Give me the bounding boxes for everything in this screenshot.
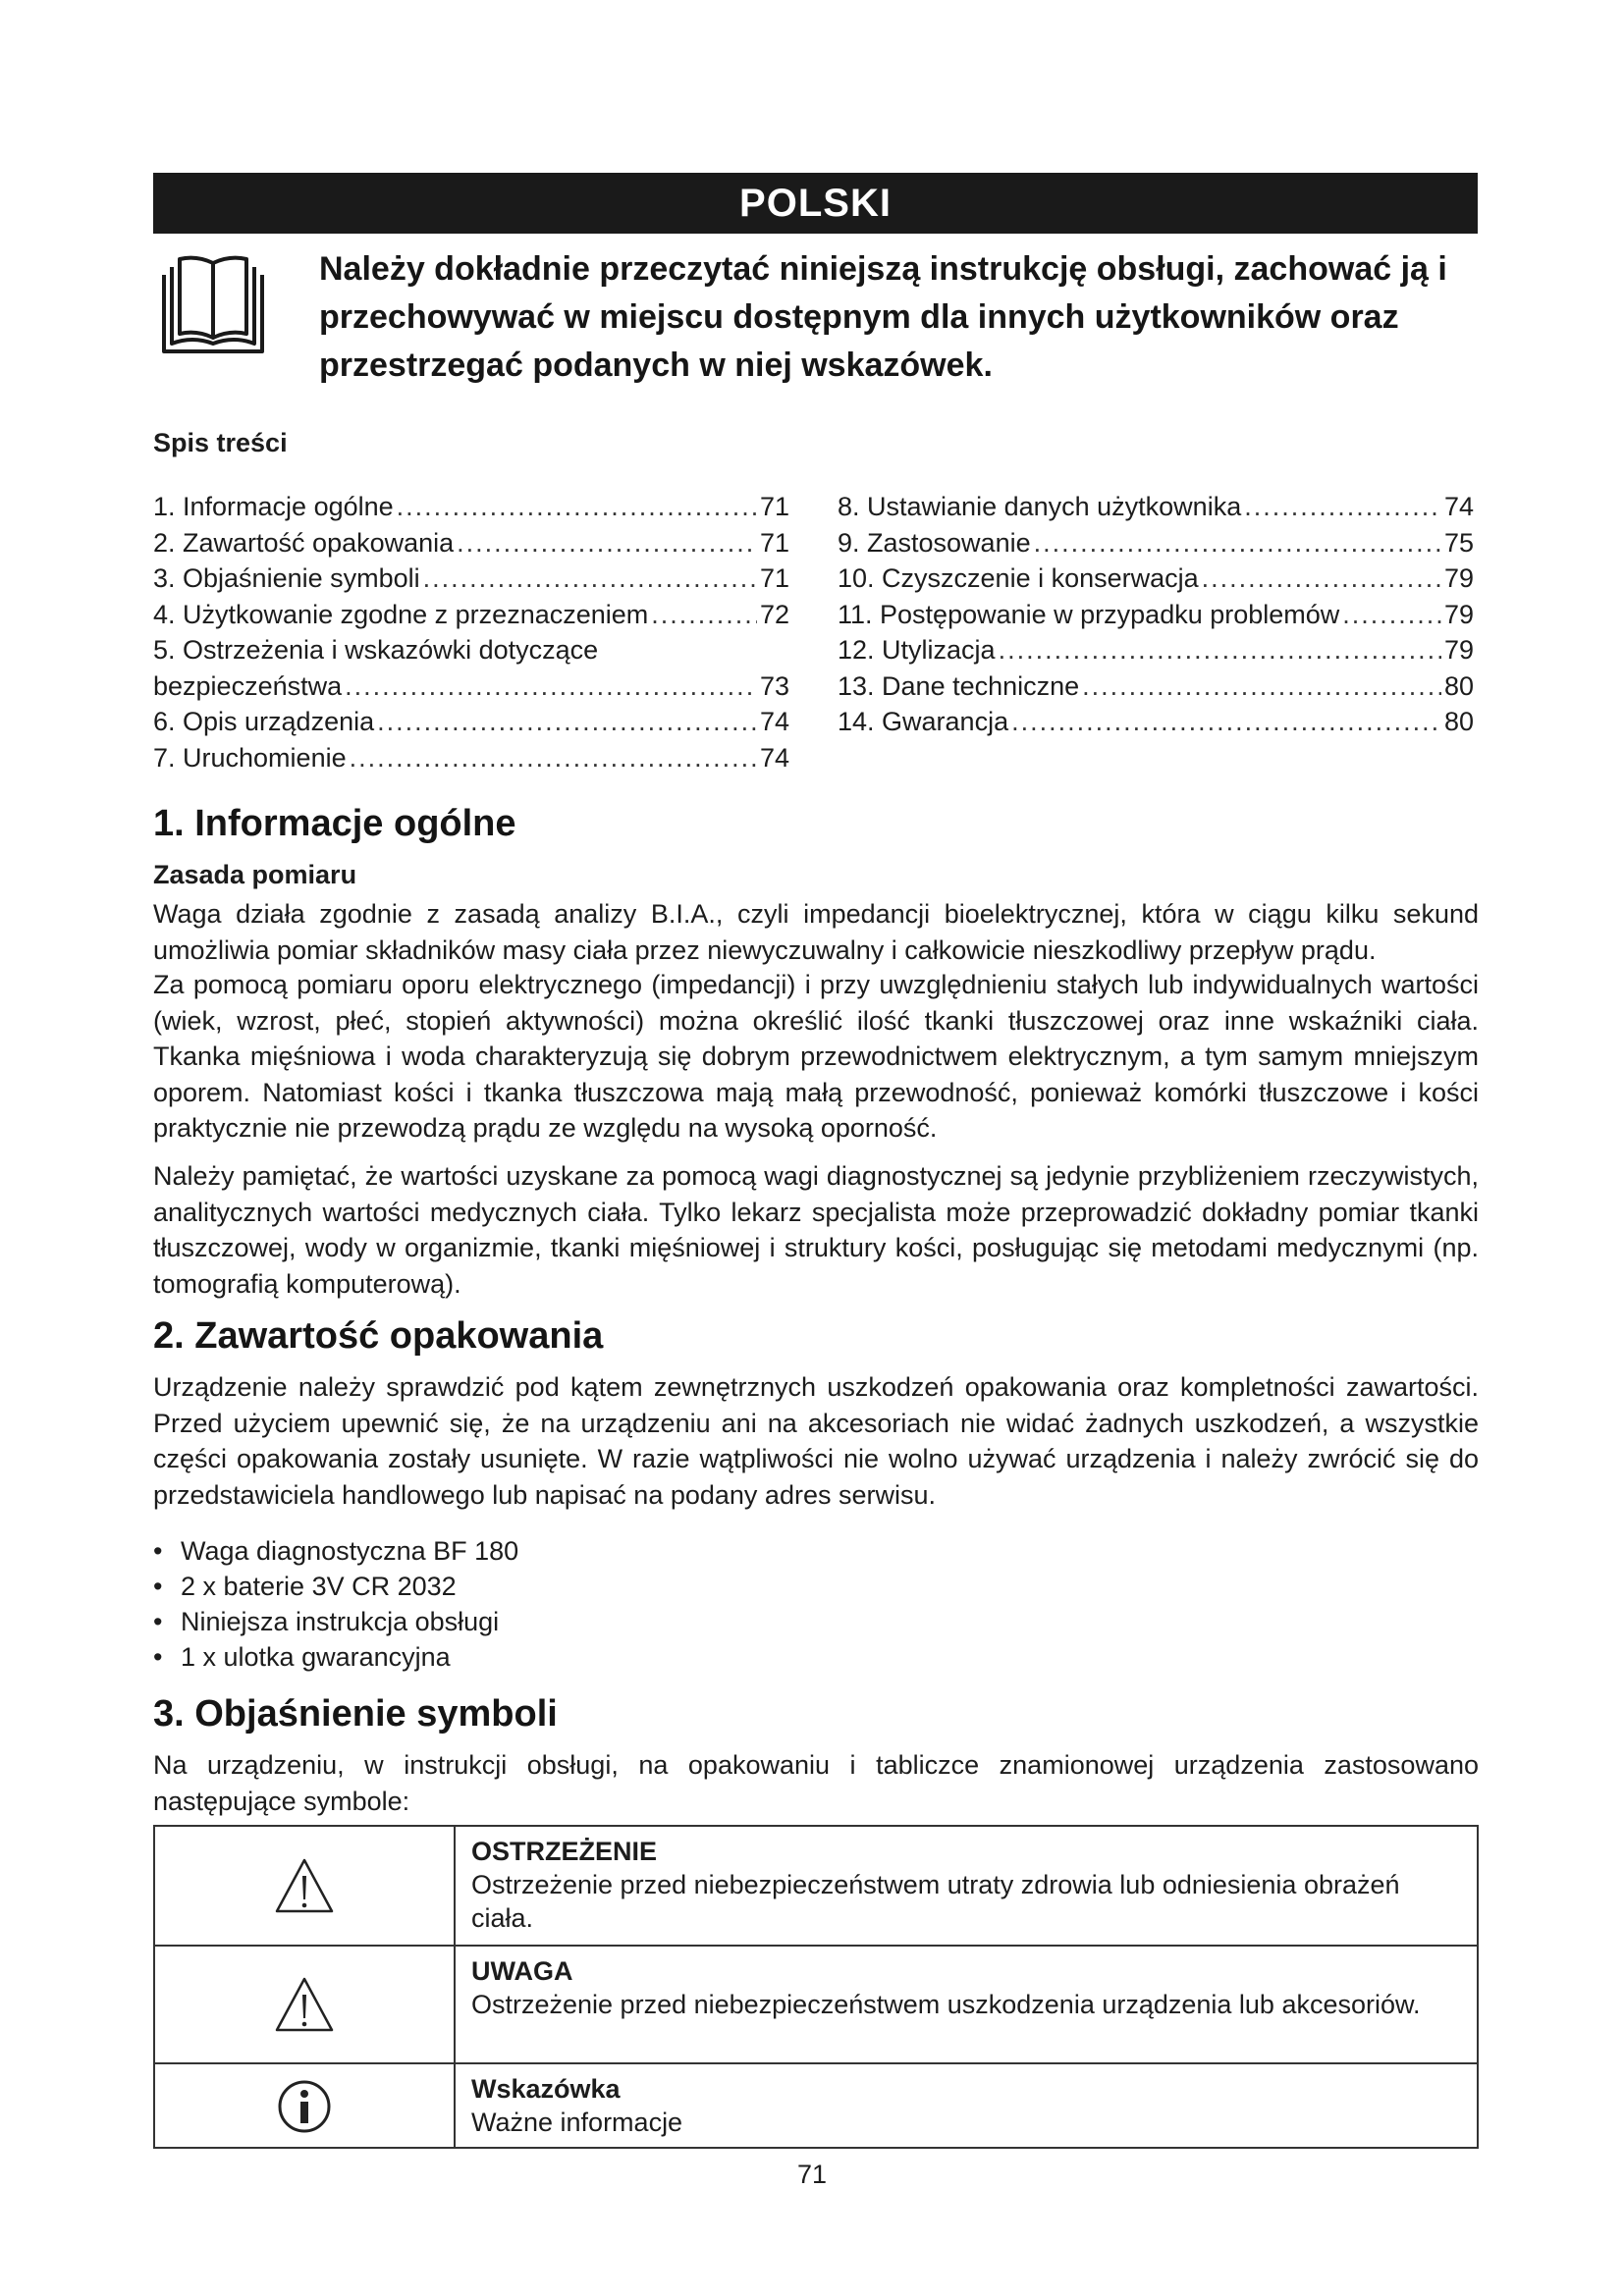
info-icon — [277, 2079, 332, 2134]
symbol-title: UWAGA — [471, 1956, 573, 1986]
symbol-cell — [155, 1947, 456, 2062]
symbol-description: Ważne informacje — [471, 2108, 683, 2137]
symbol-cell — [155, 1827, 456, 1945]
section-2-title: 2. Zawartość opakowania — [153, 1315, 604, 1357]
page-number: 71 — [796, 2160, 828, 2189]
symbol-title: Wskazówka — [471, 2074, 621, 2104]
table-row — [155, 1947, 1477, 2064]
toc-entry: 7. Uruchomienie ..... 74 — [153, 740, 789, 776]
toc-right-column — [838, 489, 1474, 740]
read-manual-book-icon — [160, 253, 266, 359]
table-row — [155, 1827, 1477, 1947]
list-item: • Waga diagnostyczna BF 180 — [153, 1536, 519, 1566]
toc-entry: 10. Czyszczenie i konserwacja ..... 79 — [838, 561, 1474, 597]
list-item: • 2 x baterie 3V CR 2032 — [153, 1572, 457, 1601]
package-contents-list — [153, 1533, 518, 1675]
symbol-description: Ostrzeżenie przed niebezpieczeństwem uszkodzenia urządzenia lub akcesoriów. — [471, 1990, 1421, 2019]
section-1-subtitle: Zasada pomiaru — [153, 860, 357, 889]
intro-instruction: Należy dokładnie przeczytać niniejszą instrukcję obsługi, zachować ją i przechowywać w miejscu dostępnym dla innych użytkowników oraz przestrzegać podanych w niej wskazówek. — [319, 250, 1447, 384]
section-3-title: 3. Objaśnienie symboli — [153, 1693, 558, 1735]
toc-entry: 11. Postępowanie w przypadku problemów ..... 79 — [838, 597, 1474, 633]
toc-entry: 3. Objaśnienie symboli ..... 71 — [153, 561, 789, 597]
symbol-description: Ostrzeżenie przed niebezpieczeństwem utraty zdrowia lub odniesienia obrażeń ciała. — [471, 1870, 1400, 1933]
section-2-paragraph: Urządzenie należy sprawdzić pod kątem zewnętrznych uszkodzeń opakowania oraz kompletności zawartości. Przed użyciem upewnić się, że na urządzeniu ani na akcesoriach nie widać żadnych uszkodzeń, a wszystkie części opakowania zostały usunięte. W razie wątpliwości nie wolno używać urządzenia i należy zwrócić się do przedstawiciela handlowego lub napisać na podany adres serwisu. — [153, 1372, 1479, 1510]
section-1-paragraph-2: Za pomocą pomiaru oporu elektrycznego (impedancji) i przy uwzględnieniu stałych lub indywidualnych wartości (wiek, wzrost, płeć, stopień aktywności) można określić ilość tkanki tłuszczowej oraz inne wskaźniki ciała. Tkanka mięśniowa i woda charakteryzują się dobrym przewodnictwem elektrycznym, a tym samym mniejszym oporem. Natomiast kości i tkanka tłuszczowa mają małą przewodność, ponieważ komórki tłuszczowe i kości praktycznie nie przewodzą prądu ze względu na wysoką oporność. — [153, 970, 1479, 1143]
section-3-paragraph: Na urządzeniu, w instrukcji obsługi, na opakowaniu i tabliczce znamionowej urządzenia zastosowano następujące symbole: — [153, 1750, 1479, 1816]
toc-entry: 4. Użytkowanie zgodne z przeznaczeniem ..... 72 — [153, 597, 789, 633]
warning-triangle-icon — [273, 1856, 336, 1915]
section-1-title: 1. Informacje ogólne — [153, 803, 516, 844]
toc-entry: 12. Utylizacja ..... 79 — [838, 632, 1474, 668]
toc-entry: 13. Dane techniczne ..... 80 — [838, 668, 1474, 705]
toc-entry: 1. Informacje ogólne ..... 71 — [153, 489, 789, 525]
list-item: • Niniejsza instrukcja obsługi — [153, 1607, 500, 1636]
warning-triangle-icon — [273, 1975, 336, 2034]
table-row — [155, 2064, 1477, 2149]
list-item: • 1 x ulotka gwarancyjna — [153, 1642, 451, 1672]
toc-entry: 2. Zawartość opakowania ..... 71 — [153, 525, 789, 561]
toc-entry: bezpieczeństwa ..... 73 — [153, 668, 789, 705]
section-1-paragraph-3: Należy pamiętać, że wartości uzyskane za pomocą wagi diagnostycznej są jedynie przybliżeniem rzeczywistych, analitycznych wartości medycznych ciała. Tylko lekarz specjalista może przeprowadzić dokładny pomiar tkanki tłuszczowej, wody w organizmie, tkanki mięśniowej i struktury kości, posługując się metodami medycznymi (np. tomografią komputerową). — [153, 1161, 1479, 1299]
symbols-table — [153, 1825, 1479, 2149]
toc-title: Spis treści — [153, 428, 288, 457]
symbol-title: OSTRZEŻENIE — [471, 1837, 658, 1866]
section-1-paragraph-1: Waga działa zgodnie z zasadą analizy B.I.A., czyli impedancji bioelektrycznej, która w ciągu kilku sekund umożliwia pomiar składników masy ciała przez niewyczuwalny i całkowicie nieszkodliwy przepływ prądu. — [153, 899, 1479, 965]
toc-entry: 8. Ustawianie danych użytkownika ..... 74 — [838, 489, 1474, 525]
symbol-cell — [155, 2064, 456, 2149]
language-banner: POLSKI — [153, 173, 1478, 234]
toc-entry: 5. Ostrzeżenia i wskazówki dotyczące — [153, 635, 599, 665]
toc-entry: 9. Zastosowanie ..... 75 — [838, 525, 1474, 561]
toc-left-column — [153, 489, 789, 775]
toc-entry: 14. Gwarancja ..... 80 — [838, 704, 1474, 740]
toc-entry: 6. Opis urządzenia ..... 74 — [153, 704, 789, 740]
